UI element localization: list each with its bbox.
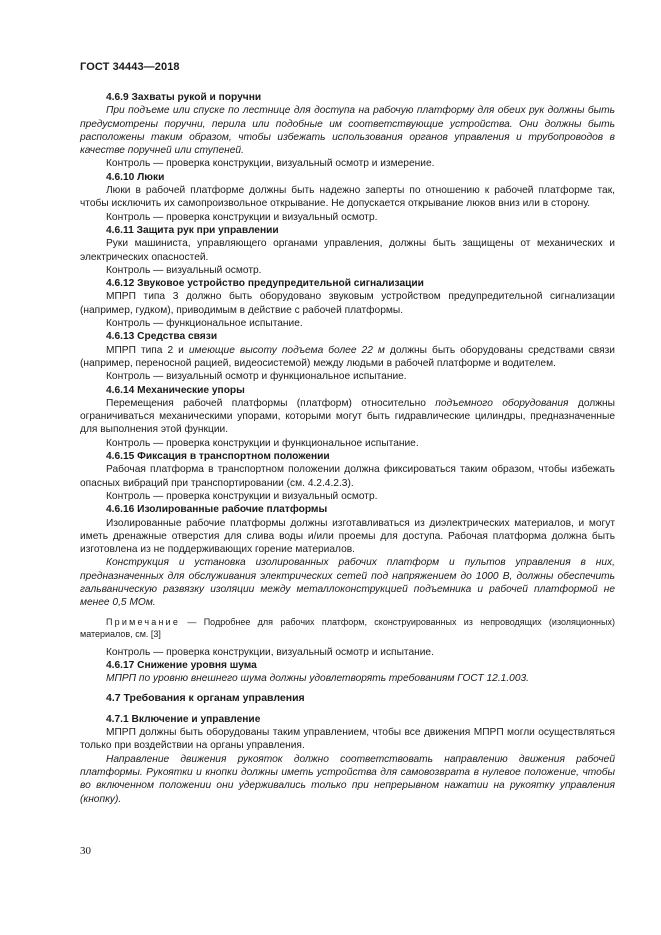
paragraph: Конструкция и установка изолированных рабочих платформ и пультов управления в них, предназначенных для обслуживания электрических сетей под напряжением до 1000 В, должны обеспечить гальваническую развязку изоляции между металлоконструкцией подъемника и рабочей платформой не менее 0,5 МОм.: [80, 557, 615, 609]
section-heading-4-7: 4.7 Требования к органам управления: [106, 692, 305, 705]
italic-text-run: подъемного оборудования: [435, 397, 569, 409]
text-run: Перемещения рабочей платформы (платформ) относительно: [106, 397, 436, 409]
control-statement: Контроль — проверка конструкции, визуальный осмотр и измерение.: [106, 158, 435, 170]
document-header: ГОСТ 34443—2018: [80, 61, 180, 73]
paragraph: [80, 397, 615, 437]
text-run: должны быть оборудованы средствами связи (например, переносной рацией, видеосистемой) между людьми в рабочей платформе и водителем.: [80, 344, 615, 369]
section-heading-4-6-12: 4.6.12 Звуковое устройство предупредительной сигнализации: [106, 278, 424, 290]
control-statement: Контроль — визуальный осмотр и функциональное испытание.: [106, 371, 407, 383]
section-heading-4-6-16: 4.6.16 Изолированные рабочие платформы: [106, 504, 328, 516]
section-heading-4-6-15: 4.6.15 Фиксация в транспортном положении: [106, 451, 330, 463]
text-run: должны ограничиваться механическими упорами, которыми могут быть гидравлические цилиндры, предназначенные для выполнения этой функции.: [80, 397, 615, 436]
control-statement: Контроль — проверка конструкции и функциональное испытание.: [106, 437, 419, 449]
control-statement: Контроль — проверка конструкции и визуальный осмотр.: [106, 490, 378, 502]
paragraph: Направление движения рукояток должно соответствовать направлению движения рабочей платформы. Рукоятки и кнопки должны иметь устройства для самовозврата в нулевое положение, чтобы во включенном положении они удерживались только при непрерывном нажатии на рукоятку управления (кнопку).: [80, 753, 615, 805]
note-text: — Подробнее для рабочих платформ, сконструированных из непроводящих (изоляционных) материалов, см. [3]: [80, 616, 615, 639]
paragraph: Руки машиниста, управляющего органами управления, должны быть защищены от механических и электрических опасностей.: [80, 238, 615, 263]
section-heading-4-6-11: 4.6.11 Защита рук при управлении: [106, 224, 279, 236]
control-statement: Контроль — визуальный осмотр.: [106, 264, 262, 276]
note: [80, 616, 615, 640]
note-label: Примечание: [106, 616, 181, 627]
paragraph: Люки в рабочей платформе должны быть надежно заперты по отношению к рабочей платформе так, чтобы исключить их самопроизвольное открывание. Не допускается открывание люков вниз или в сторону.: [80, 185, 615, 210]
section-heading-4-6-14: 4.6.14 Механические упоры: [106, 384, 245, 396]
control-statement: Контроль — проверка конструкции и визуальный осмотр.: [106, 211, 378, 223]
paragraph: МПРП типа 3 должно быть оборудовано звуковым устройством предупредительной сигнализации (например, гудком), приводимым в действие с рабочей платформы.: [80, 291, 615, 316]
italic-text-run: имеющие высоту подъема более 22 м: [188, 344, 385, 356]
section-heading-4-6-17: 4.6.17 Снижение уровня шума: [106, 659, 257, 671]
section-heading-4-7-1: 4.7.1 Включение и управление: [106, 713, 261, 725]
paragraph: При подъеме или спуске по лестнице для доступа на рабочую платформу для обеих рук должны быть предусмотрены поручни, перила или подобные им соответствующие устройства. Они должны быть расположены таким образом, чтобы избежать использования органов управления и трубопроводов в качестве поручней или ступеней.: [80, 105, 615, 157]
paragraph: МПРП должны быть оборудованы таким управлением, чтобы все движения МПРП могли осуществляться только при воздействии на органы управления.: [80, 727, 615, 752]
section-heading-4-6-9: 4.6.9 Захваты рукой и поручни: [106, 92, 262, 103]
control-statement: Контроль — функциональное испытание.: [106, 318, 303, 330]
paragraph: Изолированные рабочие платформы должны изготавливаться из диэлектрических материалов, и могут иметь дренажные отверстия для слива воды и/или проемы для доступа. Рабочая платформа должна быть изготовлена из не поддерживающих горение материалов.: [80, 517, 615, 556]
page-number: 30: [80, 845, 91, 857]
paragraph: МПРП по уровню внешнего шума должны удовлетворять требованиям ГОСТ 12.1.003.: [106, 673, 529, 685]
section-heading-4-6-13: 4.6.13 Средства связи: [106, 331, 218, 343]
page-body: [80, 91, 615, 806]
paragraph: [80, 344, 615, 371]
paragraph: Рабочая платформа в транспортном положении должна фиксироваться таким образом, чтобы избежать опасных вибраций при транспортировании (см. 4.2.4.2.3).: [80, 464, 615, 489]
section-heading-4-6-10: 4.6.10 Люки: [106, 171, 165, 183]
text-run: МПРП типа 2 и: [106, 344, 189, 356]
control-statement: Контроль — проверка конструкции, визуальный осмотр и испытание.: [106, 646, 434, 658]
